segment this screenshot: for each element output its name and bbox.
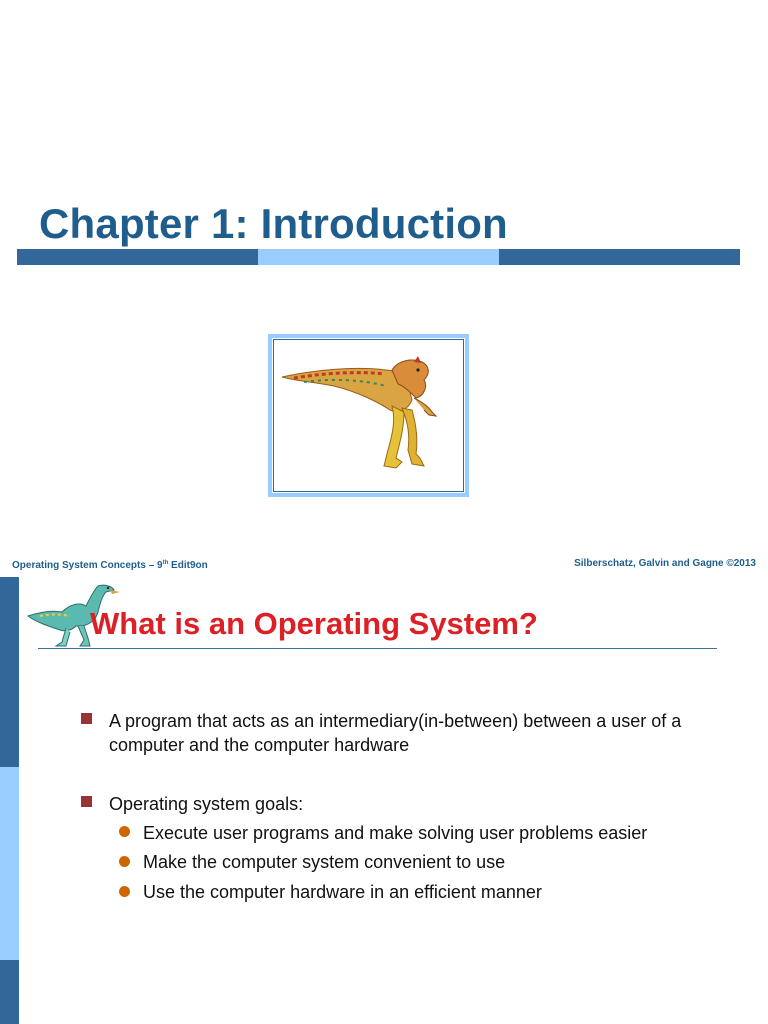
chapter-title: Chapter 1: Introduction <box>39 200 508 247</box>
title-bar-left <box>17 249 258 265</box>
dinosaur-picture <box>274 340 463 491</box>
round-bullet-icon <box>119 826 130 837</box>
sub-bullet-2: Make the computer system convenient to use <box>143 852 506 872</box>
dinosaur-illustration-icon <box>274 340 451 479</box>
round-bullet-icon <box>119 886 130 897</box>
sub-bullet-1: Execute user programs and make solving user problems easier <box>143 823 648 843</box>
bullet-2-line-1: Operating system goals: <box>109 794 304 814</box>
title-bar-middle <box>258 249 499 265</box>
square-bullet-icon <box>81 713 92 724</box>
dinosaur-picture-frame <box>268 334 469 497</box>
footer-authors: Silberschatz, Galvin and Gagne ©2013 <box>574 558 756 569</box>
title-bar-right <box>499 249 740 265</box>
slide-title: What is an Operating System? <box>90 606 538 641</box>
side-bar-middle <box>0 767 19 960</box>
square-bullet-icon <box>81 796 92 807</box>
sub-bullet-3: Use the computer hardware in an efficient manner <box>143 882 542 902</box>
side-bar-top <box>0 577 19 767</box>
title-underline <box>38 648 717 649</box>
bullet-1-line-2: computer and the computer hardware <box>109 735 410 755</box>
bullet-1-line-1: A program that acts as an intermediary(in-between) between a user of a <box>109 711 682 731</box>
footer-book-title: Operating System Concepts – 9th Edit9on <box>12 560 208 571</box>
round-bullet-icon <box>119 856 130 867</box>
side-bar-bottom <box>0 960 19 1024</box>
